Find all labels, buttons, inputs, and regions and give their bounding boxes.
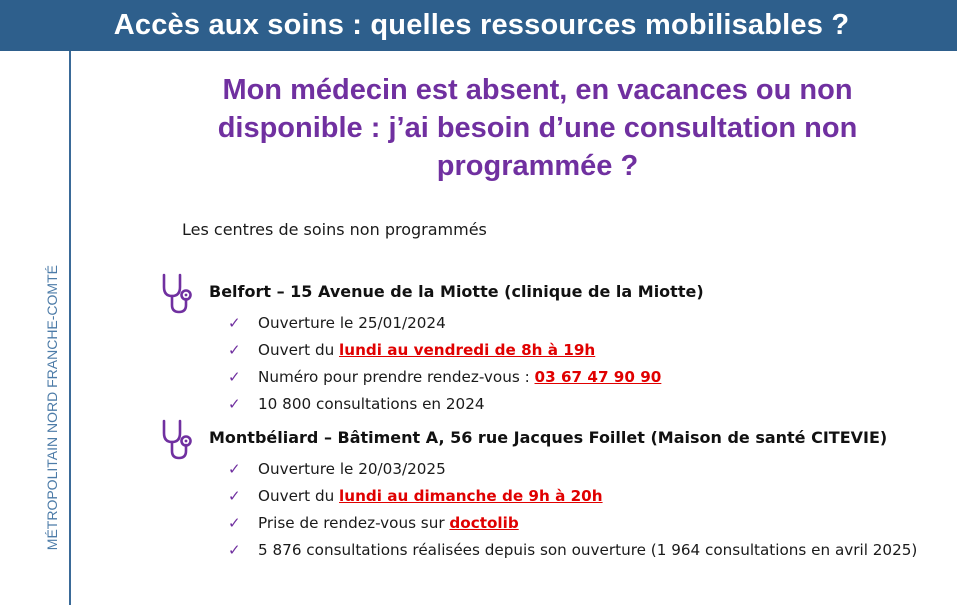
care-center-montbeliard [160,418,950,559]
intro-text: Les centres de soins non programmés [182,220,487,239]
headline: Mon médecin est absent, en vacances ou non disponible : j’ai besoin d’une consultation non programmée ? [217,74,858,182]
item-text: 5 876 consultations réalisées depuis son ouverture (1 964 consultations en avril 2025) [258,541,918,559]
list-item [228,337,661,364]
phone-number-link[interactable]: 03 67 47 90 90 [534,368,662,386]
checkmark-icon: ✓ [228,368,241,386]
checkmark-icon: ✓ [228,460,241,478]
center-name: Belfort – 15 Avenue de la Miotte (clinique de la Miotte) [209,282,704,301]
center-details-list [228,456,917,564]
item-text: Prise de rendez-vous sur [258,514,450,532]
center-details-list [228,310,661,418]
list-item [228,483,917,510]
center-name: Montbéliard – Bâtiment A, 56 rue Jacques Foillet (Maison de santé CITEVIE) [209,428,888,447]
checkmark-icon: ✓ [228,314,241,332]
checkmark-icon: ✓ [228,395,241,413]
item-text: Ouvert du [258,487,340,505]
item-text: Ouverture le 25/01/2024 [258,314,446,332]
stethoscope-icon [160,272,196,316]
doctolib-link[interactable]: doctolib [449,514,519,532]
item-text: Ouverture le 20/03/2025 [258,460,446,478]
opening-hours-highlight: lundi au vendredi de 8h à 19h [339,341,596,359]
center-header [160,418,950,460]
title-banner [0,0,957,51]
item-text: Numéro pour prendre rendez-vous : [258,368,535,386]
checkmark-icon: ✓ [228,514,241,532]
list-item [228,364,661,391]
center-header [160,272,950,314]
checkmark-icon: ✓ [228,341,241,359]
list-item [228,456,917,483]
item-text: 10 800 consultations en 2024 [258,395,485,413]
checkmark-icon: ✓ [228,487,241,505]
slide-title: Accès aux soins : quelles ressources mobilisables ? [113,9,850,41]
list-item [228,537,917,564]
stethoscope-icon [160,418,196,462]
item-text: Ouvert du [258,341,340,359]
sidebar-vertical-label [44,265,60,605]
checkmark-icon: ✓ [228,541,241,559]
sidebar-divider [69,51,71,605]
opening-hours-highlight: lundi au dimanche de 9h à 20h [339,487,603,505]
list-item [228,310,661,337]
care-center-belfort [160,272,950,413]
list-item [228,510,917,537]
sidebar-vertical-text: MÉTROPOLITAIN NORD FRANCHE-COMTÉ [44,265,60,551]
list-item [228,391,661,418]
